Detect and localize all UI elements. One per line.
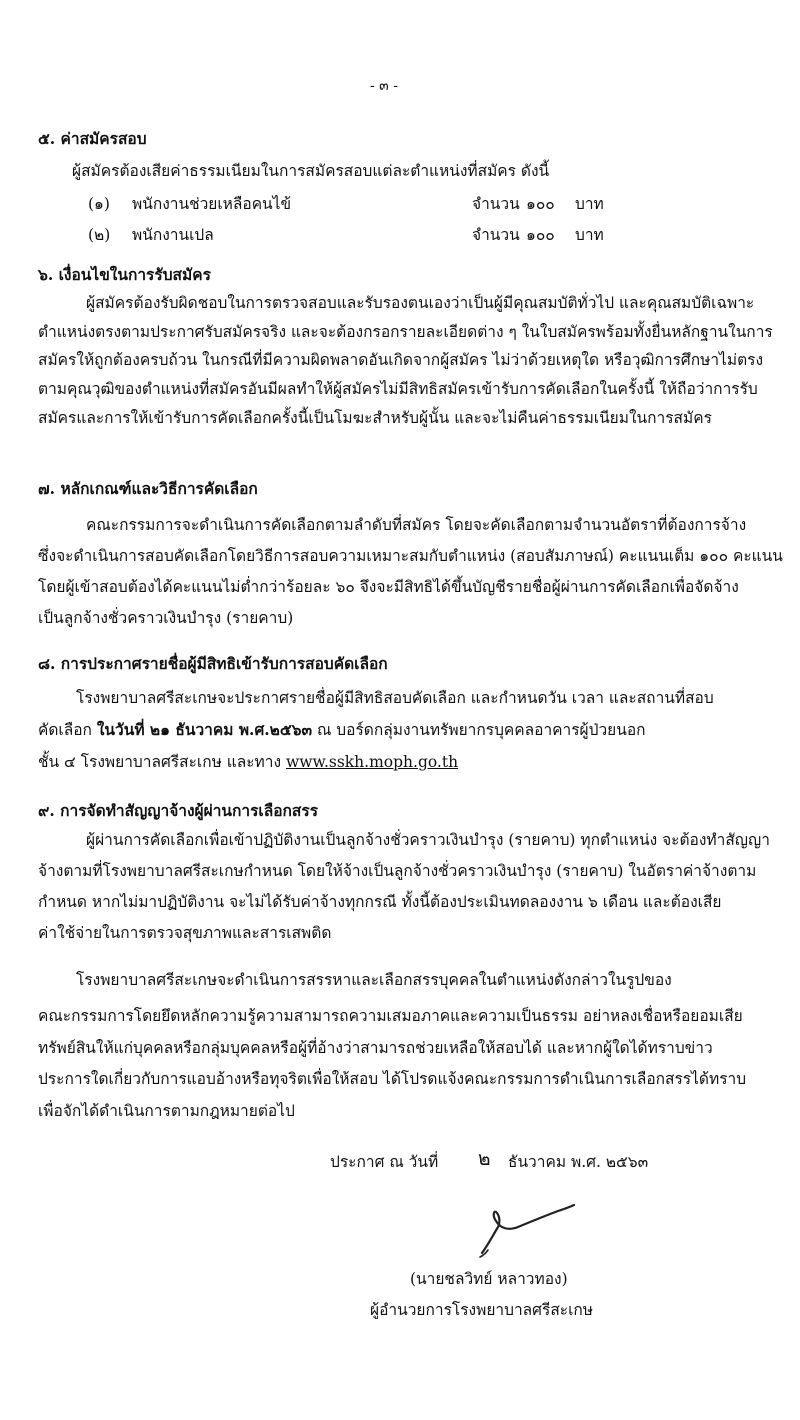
announce-prefix: ประกาศ ณ วันที่ [330,1153,439,1171]
fee-unit: บาท [575,226,604,244]
fee-position: พนักงานช่วยเหลือคนไข้ [132,195,292,213]
closing-line: ประการใดเกี่ยวกับการแอบอ้างหรือทุจริตเพื่อให้สอบ ได้โปรดแจ้งคณะกรรมการดำเนินการเลือกสรรได้ทราบ [38,1070,747,1088]
section-6-line: สมัครและการให้เข้ารับการคัดเลือกครั้งนี้เป็นโมฆะสำหรับผู้นั้น และจะไม่คืนค่าธรรมเนียมในการสมัคร [38,409,712,427]
section-7-line: เป็นลูกจ้างชั่วคราวเงินบำรุง (รายคาบ) [38,609,294,627]
section-8-heading: ๘. การประกาศรายชื่อผู้มีสิทธิเข้ารับการสอบคัดเลือก [38,654,388,673]
section-8-line [38,751,458,773]
closing-line: โรงพยาบาลศรีสะเกษจะดำเนินการสรรหาและเลือกสรรบุคคลในตำแหน่งดังกล่าวในรูปของ [76,971,672,989]
closing-line: ทรัพย์สินให้แก่บุคคลหรือกลุ่มบุคคลหรือผู้ที่อ้างว่าสามารถช่วยเหลือให้สอบได้ และหากผู้ใดได้ทราบข่าว [38,1039,713,1057]
signer-name: (นายชลวิทย์ หลาวทอง) [410,1270,568,1288]
announce-day: ๒ [478,1148,491,1170]
section-8-line [38,719,646,741]
section-7-line: โดยผู้เข้าสอบต้องได้คะแนนไม่ต่ำกว่าร้อยละ ๖๐ จึงจะมีสิทธิได้ขึ้นบัญชีรายชื่อผู้ผ่านการคัดเลือกเพื่อจัดจ้าง [38,578,739,596]
fee-unit: บาท [575,195,604,213]
website-link[interactable]: www.sskh.moph.go.th [285,753,459,771]
section-6-line: ผู้สมัครต้องรับผิดชอบในการตรวจสอบและรับรองตนเองว่าเป็นผู้มีคุณสมบัติทั่วไป และคุณสมบัติเฉพาะ [86,294,755,312]
section-9-heading: ๙. การจัดทำสัญญาจ้างผู้ผ่านการเลือกสรร [38,801,319,820]
section-8-text: ชั้น ๔ โรงพยาบาลศรีสะเกษ และทาง [38,753,286,771]
fee-number: (๑) [88,195,110,213]
fee-label: จำนวน [472,226,520,244]
section-9-line: ผู้ผ่านการคัดเลือกเพื่อเข้าปฏิบัติงานเป็นลูกจ้างชั่วคราวเงินบำรุง (รายคาบ) ทุกตำแหน่ง จะต้องทำสัญญา [86,831,770,849]
page-number: - ๓ - [370,78,398,94]
section-6-line: ตามคุณวุฒิของตำแหน่งที่สมัครอันมีผลทำให้ผู้สมัครไม่มีสิทธิสมัครเข้ารับการคัดเลือกในครั้งนี้ ให้ถือว่าการรับ [38,380,758,398]
section-6-line: สมัครให้ถูกต้องครบถ้วน ในกรณีที่มีความผิดพลาดอันเกิดจากผู้สมัคร ไม่ว่าด้วยเหตุใด หรือวุฒิการศึกษาไม่ตรง [38,351,764,369]
selection-date: ในวันที่ ๒๑ ธันวาคม พ.ศ.๒๕๖๓ [96,720,313,739]
section-8-text: ณ บอร์ดกลุ่มงานทรัพยากรบุคคลอาคารผู้ป่วยนอก [312,721,646,739]
section-5-intro: ผู้สมัครต้องเสียค่าธรรมเนียมในการสมัครสอบแต่ละตำแหน่งที่สมัคร ดังนี้ [72,162,550,180]
fee-amount: ๑๐๐ [526,195,555,213]
section-6-line: ตำแหน่งตรงตามประกาศรับสมัครจริง และจะต้องกรอกรายละเอียดต่าง ๆ ในใบสมัครพร้อมทั้งยื่นหลักฐานในการ [38,323,773,341]
section-5-heading: ๕. ค่าสมัครสอบ [38,129,147,148]
section-9-line: จ้างตามที่โรงพยาบาลศรีสะเกษกำหนด โดยให้จ้างเป็นลูกจ้างชั่วคราวเงินบำรุง (รายคาบ) ในอัตราค่าจ้างตาม [38,862,757,880]
fee-number: (๒) [88,226,111,244]
fee-label: จำนวน [472,195,520,213]
announce-month-year: ธันวาคม พ.ศ. ๒๕๖๓ [508,1153,649,1171]
section-6-heading: ๖. เงื่อนไขในการรับสมัคร [38,265,211,284]
closing-line: เพื่อจักได้ดำเนินการตามกฎหมายต่อไป [38,1102,295,1120]
section-7-heading: ๗. หลักเกณฑ์และวิธีการคัดเลือก [38,479,258,498]
fee-position: พนักงานเปล [132,226,214,244]
section-8-line: โรงพยาบาลศรีสะเกษจะประกาศรายชื่อผู้มีสิทธิสอบคัดเลือก และกำหนดวัน เวลา และสถานที่สอบ [76,689,714,707]
section-7-line: คณะกรรมการจะดำเนินการคัดเลือกตามลำดับที่สมัคร โดยจะคัดเลือกตามจำนวนอัตราที่ต้องการจ้าง [86,516,747,534]
fee-amount: ๑๐๐ [526,226,555,244]
section-9-line: ค่าใช้จ่ายในการตรวจสุขภาพและสารเสพติด [38,924,332,942]
signature-mark [470,1195,580,1265]
section-9-line: กำหนด หากไม่มาปฏิบัติงาน จะไม่ได้รับค่าจ้างทุกกรณี ทั้งนี้ต้องประเมินทดลองงาน ๖ เดือน และต้องเสีย [38,893,722,911]
closing-line: คณะกรรมการโดยยึดหลักความรู้ความสามารถความเสมอภาคและความเป็นธรรม อย่าหลงเชื่อหรือยอมเสีย [38,1007,743,1025]
signer-title: ผู้อำนวยการโรงพยาบาลศรีสะเกษ [370,1301,594,1319]
section-7-line: ซึ่งจะดำเนินการสอบคัดเลือกโดยวิธีการสอบความเหมาะสมกับตำแหน่ง (สอบสัมภาษณ์) คะแนนเต็ม ๑๐๐ คะแนน [38,547,783,565]
section-8-text: คัดเลือก [38,721,97,739]
